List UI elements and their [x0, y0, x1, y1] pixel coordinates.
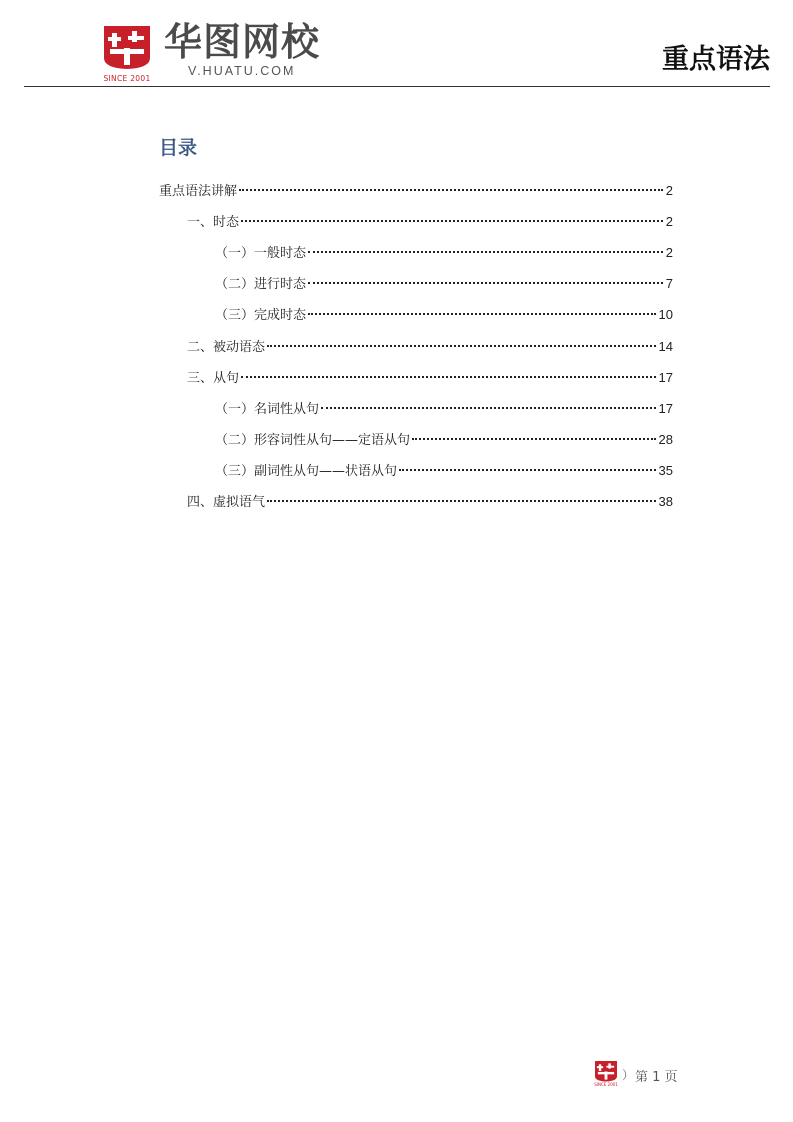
toc-entry-text: 三、从句 [187, 371, 240, 386]
document-title: 重点语法 [662, 44, 770, 75]
toc-entry[interactable] [215, 305, 673, 325]
toc-page-number: 28 [658, 432, 673, 447]
toc-entry[interactable] [187, 212, 673, 232]
page-header [0, 0, 793, 88]
toc-entry-text: （二）进行时态 [215, 277, 307, 292]
toc-entry[interactable] [187, 492, 673, 512]
toc-dot-leader [267, 345, 656, 347]
toc-entry-text: （一）名词性从句 [215, 402, 320, 417]
toc-entry-text: 二、被动语态 [187, 340, 266, 355]
toc-page-number: 35 [658, 463, 673, 478]
logo-since-text: SINCE 2001 [103, 74, 151, 83]
toc-dot-leader [267, 500, 656, 502]
toc-entry[interactable] [159, 181, 673, 201]
footer-since-text: SINCE 2001 [594, 1082, 618, 1087]
toc-page-number: 17 [658, 401, 673, 416]
toc-page-number: 17 [658, 370, 673, 385]
toc-dot-leader [321, 407, 656, 409]
toc-entry-text: （三）完成时态 [215, 308, 307, 323]
huatu-logo[interactable] [102, 20, 352, 86]
toc-entry-text: 四、虚拟语气 [187, 495, 266, 510]
toc-entry[interactable] [215, 399, 673, 419]
toc-entry[interactable] [215, 243, 673, 263]
toc-entry-text: 一、时态 [187, 215, 240, 230]
toc-dot-leader [308, 282, 663, 284]
toc-page-number: 38 [658, 494, 673, 509]
toc-page-number: 14 [658, 339, 673, 354]
toc-page-number: 2 [665, 245, 673, 260]
toc-dot-leader [412, 438, 656, 440]
toc-dot-leader [308, 313, 656, 315]
brand-name: 华图网校 [164, 20, 321, 64]
huatu-badge-icon [594, 1060, 618, 1082]
toc-dot-leader [399, 469, 656, 471]
toc-page-number: 10 [658, 307, 673, 322]
footer-paren: ） [622, 1068, 635, 1082]
toc-dot-leader [308, 251, 663, 253]
page-footer [594, 1060, 684, 1090]
toc-entry[interactable] [215, 274, 673, 294]
toc-entry[interactable] [215, 430, 673, 450]
page-number: 第 1 页 [635, 1070, 678, 1085]
toc-entry-text: （三）副词性从句——状语从句 [215, 464, 398, 479]
toc-dot-leader [241, 220, 663, 222]
toc-entry[interactable] [187, 337, 673, 357]
toc-entry-text: （二）形容词性从句——定语从句 [215, 433, 411, 448]
toc-entry[interactable] [187, 368, 673, 388]
toc-dot-leader [241, 376, 656, 378]
header-divider [24, 86, 770, 87]
toc-entry[interactable] [215, 461, 673, 481]
toc-dot-leader [239, 189, 663, 191]
toc-page-number: 7 [665, 276, 673, 291]
toc-page-number: 2 [665, 214, 673, 229]
huatu-badge-icon [102, 24, 152, 70]
toc-entry-text: （一）一般时态 [215, 246, 307, 261]
toc-entry-text: 重点语法讲解 [159, 184, 238, 199]
toc-heading: 目录 [159, 137, 198, 159]
brand-url: V.HUATU.COM [188, 64, 296, 78]
toc-page-number: 2 [665, 183, 673, 198]
